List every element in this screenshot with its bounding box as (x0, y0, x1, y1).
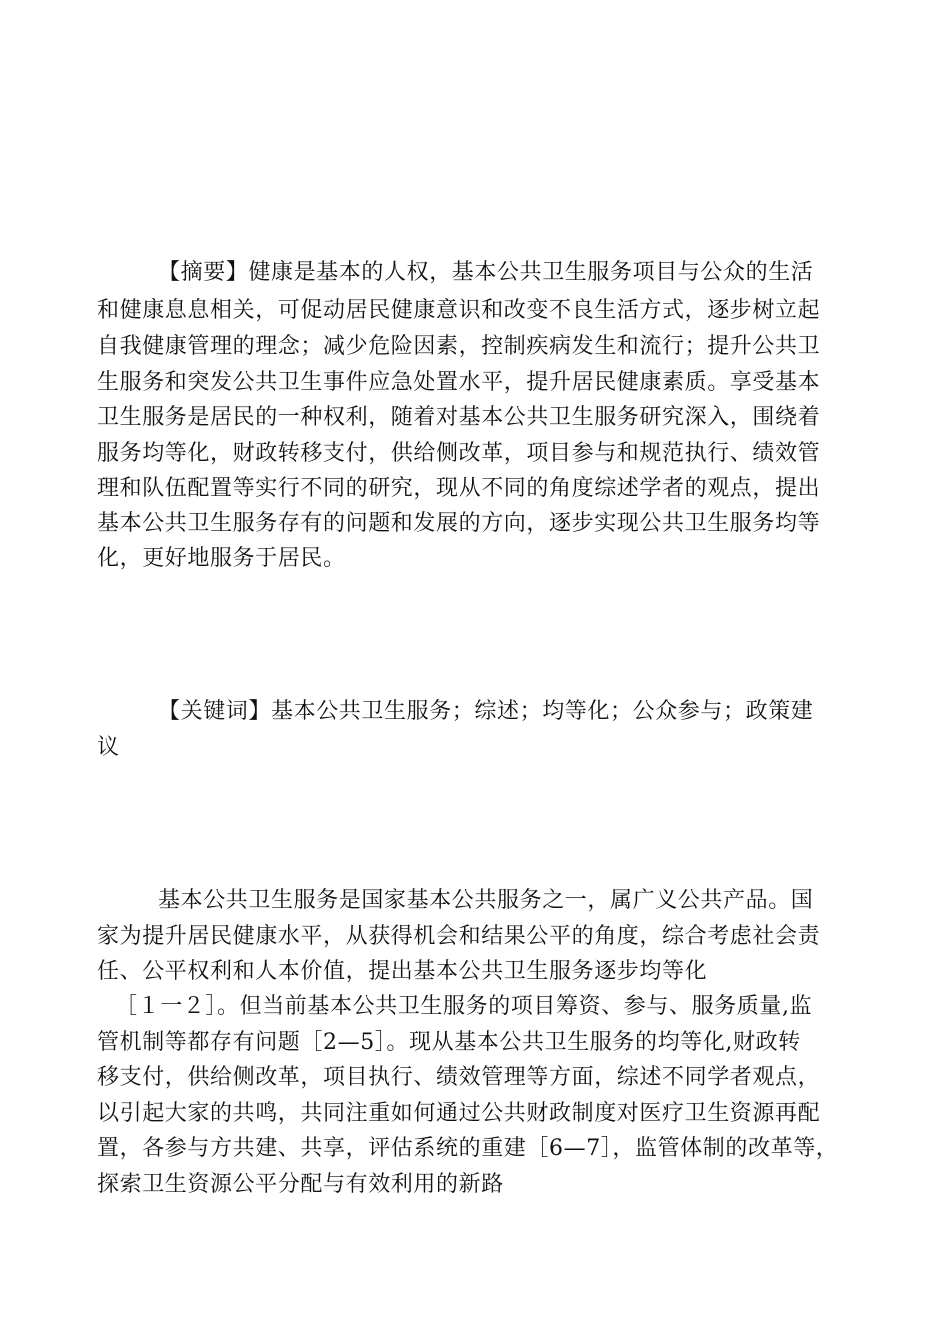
body-line: 基本公共卫生服务是国家基本公共服务之一，属广义公共产品。国 (158, 888, 814, 913)
body-line: 以引起大家的共鸣，共同注重如何通过公共财政制度对医疗卫生资源再配 (97, 1101, 821, 1126)
body-line: 管机制等都存有问题［2—5］。现从基本公共卫生服务的均等化,财政转 (97, 1030, 801, 1055)
body-line: 置，各参与方共建、共享，评估系统的重建［6—7］，监管体制的改革等， (97, 1136, 839, 1161)
keywords-line: 【关键词】基本公共卫生服务；综述；均等化；公众参与；政策建 (158, 699, 814, 724)
abstract-line: 理和队伍配置等实行不同的研究，现从不同的角度综述学者的观点，提出 (97, 476, 821, 501)
abstract-line: 生服务和突发公共卫生事件应急处置水平，提升居民健康素质。享受基本 (97, 370, 821, 395)
body-line: 家为提升居民健康水平，从获得机会和结果公平的角度，综合考虑社会责 (97, 924, 821, 949)
body-line: 任、公平权利和人本价值，提出基本公共卫生服务逐步均等化 (97, 959, 708, 984)
body-line: 移支付，供给侧改革，项目执行、绩效管理等方面，综述不同学者观点， (97, 1065, 821, 1090)
abstract-line: 基本公共卫生服务存有的问题和发展的方向，逐步实现公共卫生服务均等 (97, 511, 821, 536)
abstract-line: 和健康息息相关，可促动居民健康意识和改变不良生活方式，逐步树立起 (97, 298, 821, 323)
keywords-line: 议 (97, 735, 120, 760)
abstract-line: 服务均等化，财政转移支付，供给侧改革，项目参与和规范执行、绩效管 (97, 441, 821, 466)
body-line: 探索卫生资源公平分配与有效利用的新路 (97, 1172, 504, 1197)
abstract-line: 【摘要】健康是基本的人权，基本公共卫生服务项目与公众的生活 (158, 260, 814, 285)
body-line: ［１一２］。但当前基本公共卫生服务的项目筹资、参与、服务质量,监 (115, 994, 813, 1019)
abstract-line: 化，更好地服务于居民。 (97, 546, 346, 571)
abstract-line: 卫生服务是居民的一种权利，随着对基本公共卫生服务研究深入，围绕着 (97, 405, 821, 430)
abstract-line: 自我健康管理的理念；减少危险因素，控制疾病发生和流行；提升公共卫 (97, 334, 821, 359)
